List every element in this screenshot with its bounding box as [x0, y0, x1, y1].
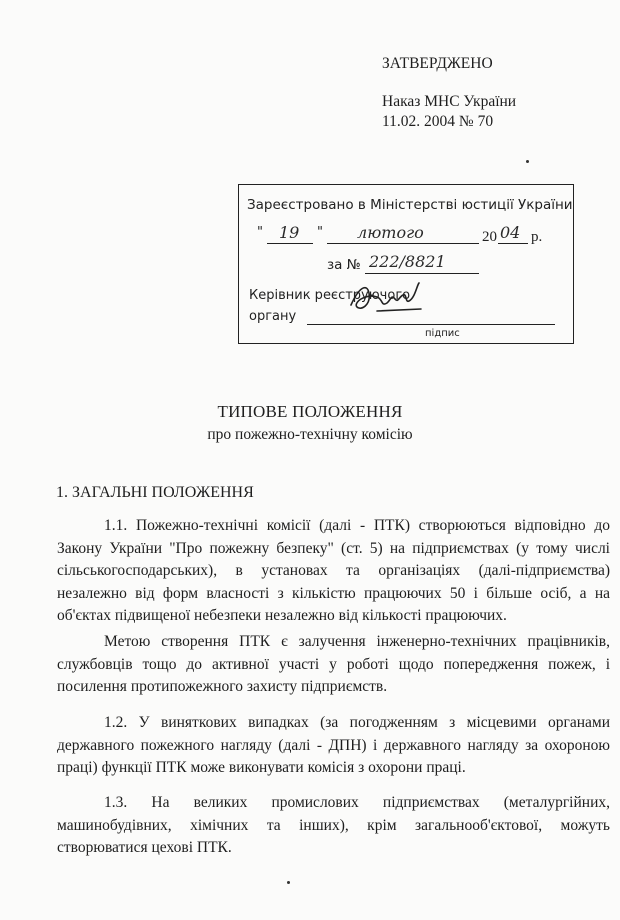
stamp-day-underline	[267, 243, 313, 244]
section-heading: 1. ЗАГАЛЬНІ ПОЛОЖЕННЯ	[56, 484, 254, 501]
paragraph-1-3: 1.3. На великих промислових підприємствах (металургійних, машинобудівних, хімічних та інших), крім загальнооб'єктової, можуть створюватися цехові ПТК.	[57, 794, 610, 856]
stamp-date-line	[257, 225, 263, 240]
approval-block	[382, 54, 516, 132]
document-title: ТИПОВЕ ПОЛОЖЕННЯ	[217, 402, 403, 421]
stamp-signature-underline	[307, 324, 555, 325]
stamp-quote-open: "	[257, 225, 263, 240]
paragraph-purpose: Метою створення ПТК є залучення інженерно-технічних працівників, службовців тощо до активної участі у роботі щодо попередження пожеж, і посилення протипожежного захисту підприємств.	[57, 633, 610, 695]
registration-stamp	[238, 184, 574, 344]
stamp-day: 19	[279, 223, 300, 242]
paragraph-1-2: 1.2. У виняткових випадках (за погодженням з місцевими органами державного пожежного нагляду (далі - ДПН) і державного нагляду за охороною праці) функції ПТК може виконувати комісія з охорони праці.	[57, 714, 610, 776]
approval-date-number: 11.02. 2004 № 70	[382, 113, 494, 130]
approval-order: Наказ МНС України	[382, 93, 517, 110]
handwritten-signature	[347, 279, 425, 315]
stamp-quote-close: "	[317, 225, 323, 240]
stamp-month: лютого	[357, 223, 424, 242]
paragraph-1-1: 1.1. Пожежно-технічні комісії (далі - ПТК) створюються відповідно до Закону України "Про пожежну безпеку" (ст. 5) на підприємствах (у тому числі сільськогосподарських), в установах та організаціях (далі-підприємства) незалежно від форм власності з кількістю працюючих 50 і більше осіб, а на об'єктах підвищеної небезпеки незалежно від кількості працюючих.	[57, 517, 610, 624]
stamp-year-unit: р.	[531, 229, 543, 245]
stamp-number-label: за №	[327, 257, 361, 273]
document-subtitle: про пожежно-технічну комісію	[207, 426, 413, 443]
stamp-month-underline	[327, 243, 479, 244]
stamp-head-line1: Керівник реєструючого	[249, 288, 411, 303]
stamp-registered-text: Зареєстровано в Міністерстві юстиції України	[247, 197, 573, 213]
stamp-head-line2: органу	[249, 309, 297, 324]
stamp-year-prefix: 20	[482, 229, 497, 245]
approval-heading: ЗАТВЕРДЖЕНО	[382, 55, 493, 72]
scan-speck	[526, 160, 529, 163]
stamp-year-underline	[498, 243, 528, 244]
stamp-signature-caption: підпис	[425, 328, 460, 339]
scan-speck	[287, 881, 290, 884]
stamp-number-underline	[365, 273, 479, 274]
stamp-number-value: 222/8821	[369, 252, 446, 271]
stamp-year-suffix: 04	[500, 223, 521, 242]
